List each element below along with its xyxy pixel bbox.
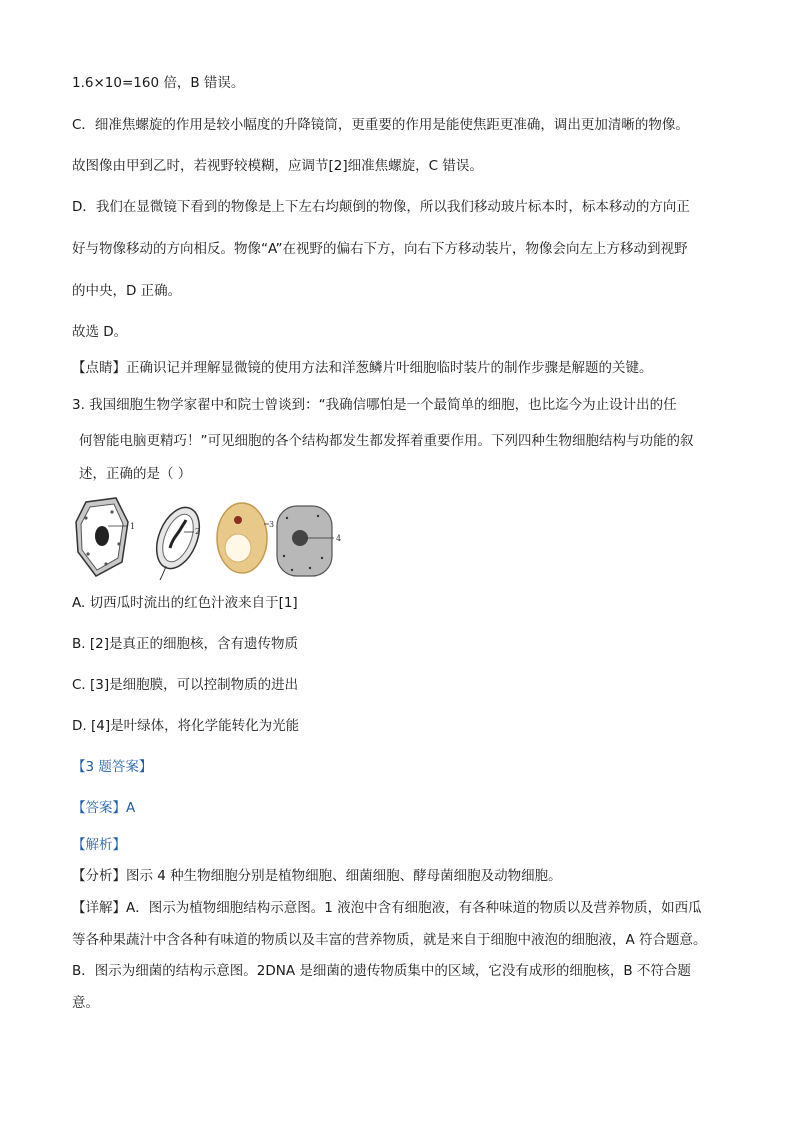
detail-text: 等各种果蔬汁中含各种有味道的物质以及丰富的营养物质，就是来自于细胞中液泡的细胞液，A 符合题意。 bbox=[72, 932, 707, 948]
label-1: 1 bbox=[130, 522, 136, 531]
option-a: A. 切西瓜时流出的红色汁液来自于[1] bbox=[72, 595, 298, 611]
question-stem: 何智能电脑更精巧！”可见细胞的各个结构都发生都发挥着重要作用。下列四种生物细胞结构与功能的叙 bbox=[79, 433, 694, 449]
analysis-heading: 【解析】 bbox=[72, 837, 126, 853]
question-stem: 述，正确的是（ ） bbox=[79, 466, 192, 482]
label-2: 2 bbox=[195, 527, 201, 536]
cell-figure bbox=[72, 496, 362, 580]
text-line: 故选 D。 bbox=[72, 324, 128, 340]
text-line: 1.6×10=160 倍，B 错误。 bbox=[72, 75, 245, 91]
answer-line: 【答案】A bbox=[72, 800, 136, 816]
text-line: C．细准焦螺旋的作用是较小幅度的升降镜筒，更重要的作用是能使焦距更准确，调出更加清晰的物像。 bbox=[72, 117, 689, 133]
option-c: C. [3]是细胞膜，可以控制物质的进出 bbox=[72, 677, 299, 693]
detail-text: 意。 bbox=[72, 995, 99, 1011]
bacterium-diagram bbox=[148, 501, 207, 580]
text-line: 【点睛】正确识记并理解显微镜的使用方法和洋葱鳞片叶细胞临时装片的制作步骤是解题的关键。 bbox=[72, 360, 653, 376]
text-line: 的中央，D 正确。 bbox=[72, 283, 182, 299]
question-stem: 3. 我国细胞生物学家翟中和院士曾谈到：“我确信哪怕是一个最简单的细胞，也比迄今为止设计出的任 bbox=[72, 397, 677, 413]
option-d: D. [4]是叶绿体，将化学能转化为光能 bbox=[72, 718, 300, 734]
analysis-text: 【分析】图示 4 种生物细胞分别是植物细胞、细菌细胞、酵母菌细胞及动物细胞。 bbox=[72, 868, 562, 884]
plant-cell-diagram bbox=[76, 498, 128, 576]
label-3: 3 bbox=[269, 520, 275, 529]
text-line: D．我们在显微镜下看到的物像是上下左右均颠倒的物像，所以我们移动玻片标本时，标本移动的方向正 bbox=[72, 199, 690, 215]
detail-text: 【详解】A．图示为植物细胞结构示意图。1 液泡中含有细胞液，有各种味道的物质以及营养物质，如西瓜 bbox=[72, 900, 702, 916]
animal-cell-diagram bbox=[277, 506, 334, 576]
option-b: B. [2]是真正的细胞核，含有遗传物质 bbox=[72, 636, 298, 652]
answer-heading: 【3 题答案】 bbox=[72, 759, 153, 775]
text-line: 好与物像移动的方向相反。物像“A”在视野的偏右下方，向右下方移动装片，物像会向左上方移动到视野 bbox=[72, 241, 688, 257]
yeast-cell-diagram bbox=[217, 503, 269, 573]
label-4: 4 bbox=[336, 534, 342, 543]
text-line: 故图像由甲到乙时，若视野较模糊，应调节[2]细准焦螺旋，C 错误。 bbox=[72, 158, 483, 174]
detail-text: B．图示为细菌的结构示意图。2DNA 是细菌的遗传物质集中的区域，它没有成形的细胞核，B 不符合题 bbox=[72, 963, 691, 979]
